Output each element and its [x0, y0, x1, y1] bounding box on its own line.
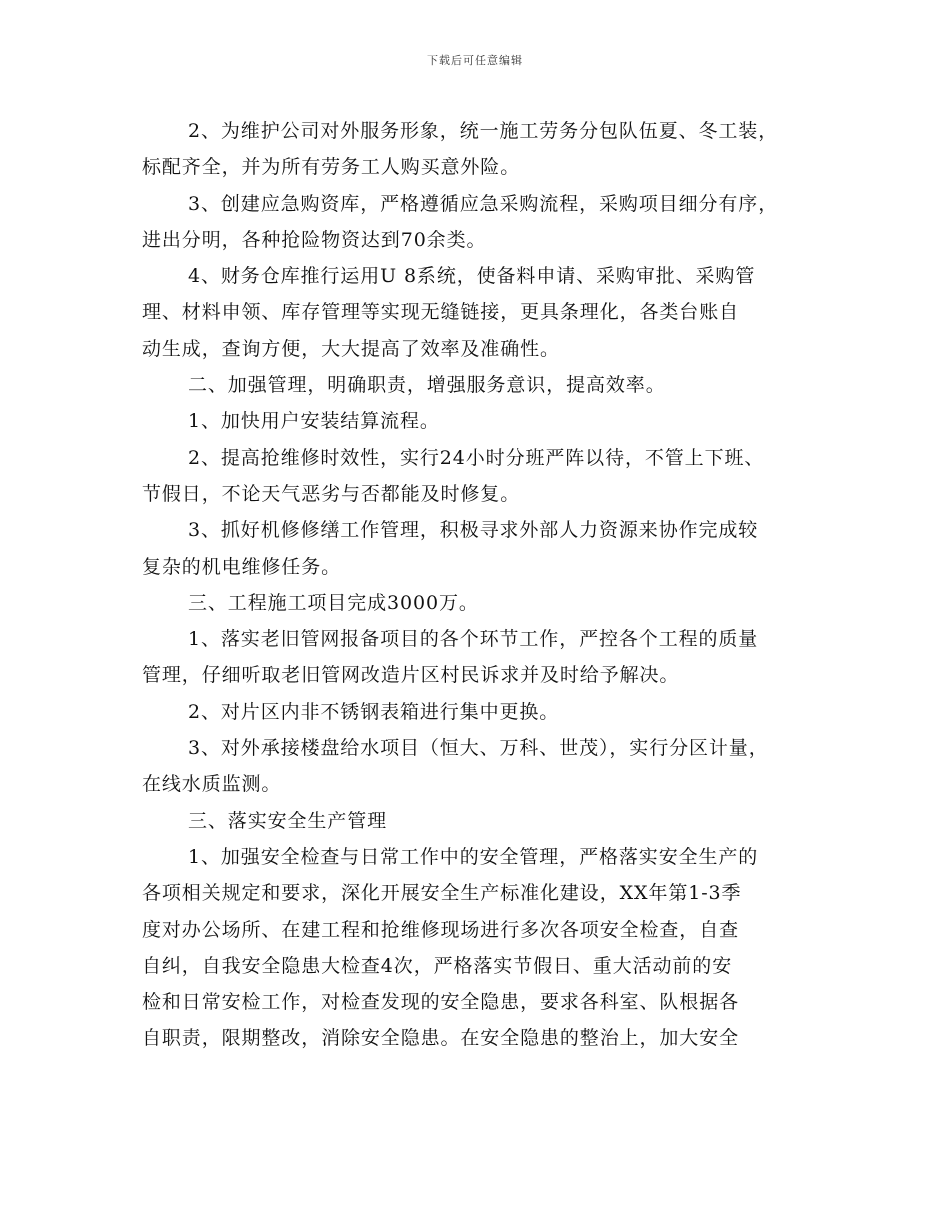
text-line: 3、对外承接楼盘给水项目（恒大、万科、世茂），实行分区计量，: [188, 737, 769, 760]
text-line: 理、材料申领、库存管理等实现无缝链接，更具条理化，各类台账自: [142, 301, 740, 324]
text-line: 在线水质监测。: [142, 773, 282, 796]
text-line: 检和日常安检工作，对检查发现的安全隐患，要求各科室、队根据各: [142, 991, 740, 1014]
text-line: 1、加快用户安装结算流程。: [188, 410, 440, 433]
text-line: 进出分明，各种抢险物资达到70余类。: [142, 228, 487, 251]
text-line: 三、工程施工项目完成3000万。: [188, 591, 479, 614]
text-line: 度对办公场所、在建工程和抢维修现场进行多次各项安全检查，自查: [142, 918, 740, 941]
text-line: 3、抓好机修修缮工作管理，积极寻求外部人力资源来协作完成较: [188, 519, 759, 542]
text-line: 动生成，查询方便，大大提高了效率及准确性。: [142, 337, 560, 360]
text-line: 2、对片区内非不锈钢表箱进行集中更换。: [188, 700, 560, 723]
page-header: 下载后可任意编辑: [427, 54, 523, 67]
text-line: 自职责，限期整改，消除安全隐患。在安全隐患的整治上，加大安全: [142, 1027, 740, 1050]
text-line: 1、落实老旧管网报备项目的各个环节工作，严控各个工程的质量: [188, 628, 759, 651]
text-line: 复杂的机电维修任务。: [142, 555, 342, 578]
text-line: 各项相关规定和要求，深化开展安全生产标准化建设，XX年第1-3季: [142, 882, 742, 905]
text-line: 管理，仔细听取老旧管网改造片区村民诉求并及时给予解决。: [142, 664, 680, 687]
text-line: 二、加强管理，明确职责，增强服务意识，提高效率。: [188, 374, 666, 397]
text-line: 标配齐全，并为所有劳务工人购买意外险。: [142, 156, 521, 179]
document-body: [142, 113, 822, 1057]
text-line: 自纠，自我安全隐患大检查4次，严格落实节假日、重大活动前的安: [142, 954, 733, 977]
text-line: 2、提高抢维修时效性，实行24小时分班严阵以待，不管上下班、: [188, 446, 765, 469]
text-line: 三、落实安全生产管理: [188, 809, 388, 832]
text-line: 2、为维护公司对外服务形象，统一施工劳务分包队伍夏、冬工装，: [188, 120, 779, 142]
text-line: 3、创建应急购资库，严格遵循应急采购流程，采购项目细分有序，: [188, 192, 779, 215]
text-line: 1、加强安全检查与日常工作中的安全管理，严格落实安全生产的: [188, 845, 759, 868]
text-line: 4、财务仓库推行运用U 8系统，使备料申请、采购审批、采购管: [188, 265, 756, 288]
text-line: 节假日，不论天气恶劣与否都能及时修复。: [142, 482, 521, 505]
